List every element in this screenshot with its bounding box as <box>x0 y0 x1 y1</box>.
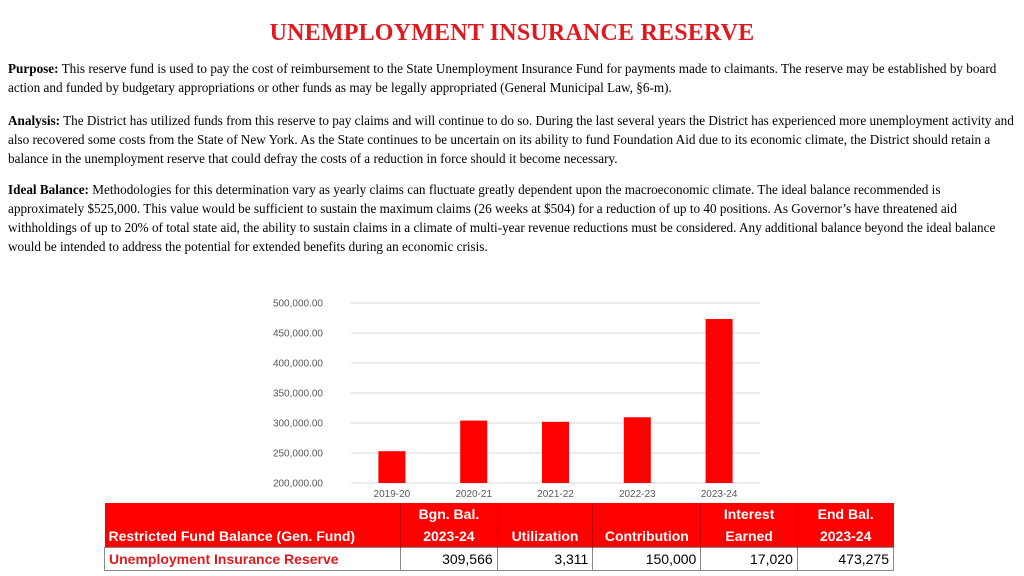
bar-2019-20 <box>378 451 405 483</box>
y-tick-label: 450,000.00 <box>272 328 323 340</box>
purpose-text: This reserve fund is used to pay the cost of reimbursement to the State Unemployment Insurance Fund for payments made to claimants. The reserve may be established by board action and funded by budgetary appropriations or other funds as may be legally appropriated (General Municipal Law, §6-m). <box>8 61 997 95</box>
header-cell: Restricted Fund Balance (Gen. Fund) <box>105 525 401 548</box>
header-cell: Bgn. Bal. <box>401 503 498 525</box>
header-cell <box>593 503 701 525</box>
utilization-cell: 3,311 <box>497 548 593 571</box>
ideal-balance-label: Ideal Balance: <box>8 182 89 197</box>
fund-name-cell: Unemployment Insurance Reserve <box>105 548 401 571</box>
header-cell: End Bal. <box>797 503 893 525</box>
interest-earned-cell: 17,020 <box>701 548 798 571</box>
header-cell: 2023-24 <box>797 525 893 548</box>
analysis-label: Analysis: <box>8 113 61 128</box>
table-row <box>105 548 894 571</box>
beginning-balance-cell: 309,566 <box>401 548 498 571</box>
ideal-balance-paragraph <box>8 180 1018 256</box>
ending-balance-cell: 473,275 <box>797 548 893 571</box>
y-tick-label: 350,000.00 <box>272 388 323 400</box>
header-cell: Utilization <box>497 525 593 548</box>
header-cell: Interest <box>701 503 798 525</box>
bar-2023-24 <box>706 319 733 483</box>
table-header-row-1 <box>105 503 894 525</box>
reserve-balance-chart <box>255 290 770 505</box>
y-tick-label: 500,000.00 <box>272 298 323 310</box>
header-cell: 2023-24 <box>401 525 498 548</box>
x-tick-label: 2019-20 <box>373 489 411 500</box>
bar-2022-23 <box>624 417 651 483</box>
header-cell: Earned <box>701 525 798 548</box>
header-cell <box>497 503 593 525</box>
x-tick-label: 2021-22 <box>537 489 574 500</box>
table-header-row-2 <box>105 525 894 548</box>
x-tick-label: 2020-21 <box>455 489 493 500</box>
analysis-paragraph <box>8 111 1018 168</box>
x-tick-label: 2023-24 <box>700 489 738 500</box>
purpose-paragraph <box>8 59 1018 97</box>
y-tick-label: 250,000.00 <box>272 448 323 460</box>
bar-2021-22 <box>542 422 569 483</box>
bar-2020-21 <box>460 421 487 483</box>
header-cell: Contribution <box>593 525 701 548</box>
header-cell <box>105 503 401 525</box>
fund-balance-table <box>104 503 894 571</box>
y-tick-label: 300,000.00 <box>272 418 323 430</box>
x-tick-label: 2022-23 <box>618 489 656 500</box>
purpose-label: Purpose: <box>8 61 59 76</box>
analysis-text: The District has utilized funds from this reserve to pay claims and will continue to do so. During the last several years the District has experienced more unemployment activity and also recovered some costs from the State of New York. As the State continues to be uncertain on its ability to fund Foundation Aid due to its economic climate, the District should retain a balance in the unemployment reserve that could defray the costs of a reduction in force should it become necessary. <box>8 113 1014 166</box>
y-tick-label: 200,000.00 <box>272 478 323 490</box>
y-tick-label: 400,000.00 <box>272 358 323 370</box>
contribution-cell: 150,000 <box>593 548 701 571</box>
ideal-balance-text: Methodologies for this determination vary as yearly claims can fluctuate greatly dependent upon the macroeconomic climate. The ideal balance recommended is approximately $525,000. This value would be sufficient to sustain the maximum claims (26 weeks at $504) for a reduction of up to 40 positions. As Governor’s have threatened aid withholdings of up to 20% of total state aid, the ability to sustain claims in a climate of multi-year revenue reductions must be considered. Any additional balance beyond the ideal balance would be intended to address the potential for extended benefits during an economic crisis. <box>8 182 996 254</box>
page-title: UNEMPLOYMENT INSURANCE RESERVE <box>269 20 755 46</box>
